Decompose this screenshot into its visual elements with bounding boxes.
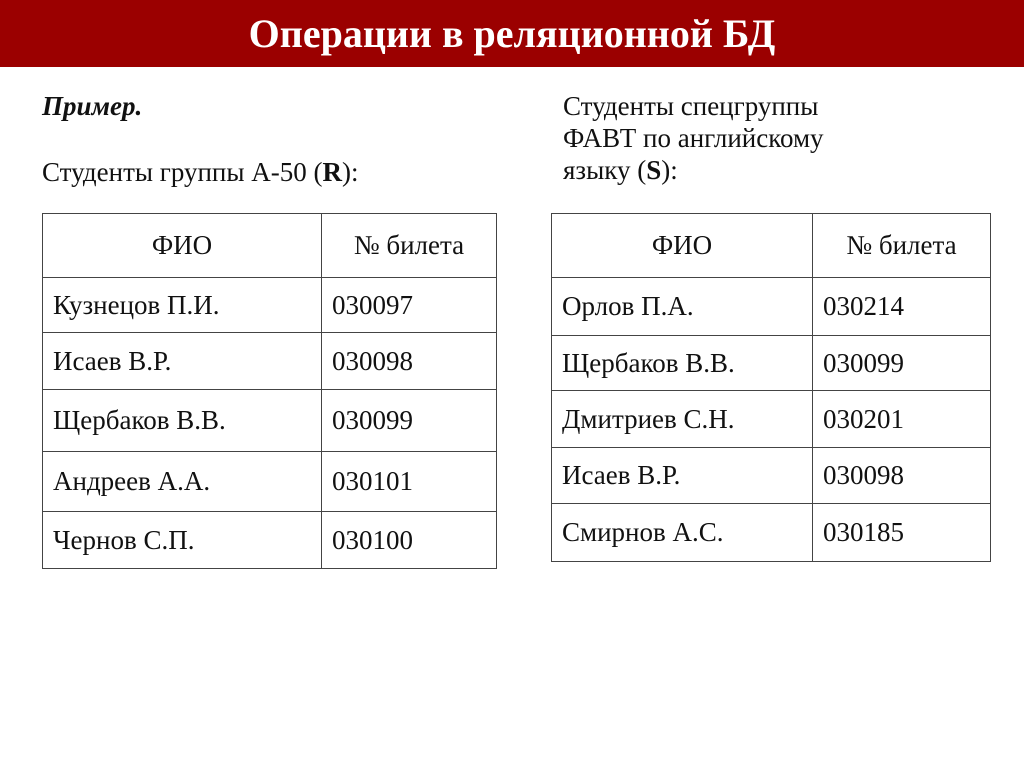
table-cell: Исаев В.Р.: [552, 448, 813, 504]
table-row: [43, 452, 497, 512]
right-caption: [563, 90, 824, 186]
table-row: [43, 278, 497, 333]
table-cell: 030100: [322, 512, 497, 569]
table-cell: Смирнов А.С.: [552, 504, 813, 562]
table-row: [552, 448, 991, 504]
table-cell: 030098: [322, 333, 497, 390]
column-header: ФИО: [43, 214, 322, 278]
caption-text: Студенты группы А-50 (: [42, 157, 323, 187]
table-cell: Кузнецов П.И.: [43, 278, 322, 333]
table-cell: 030099: [322, 390, 497, 452]
table-row: [43, 512, 497, 569]
relation-name: S: [646, 155, 662, 185]
relation-name: R: [322, 157, 342, 187]
table-cell: 030098: [813, 448, 991, 504]
table-cell: 030099: [813, 336, 991, 391]
table-r: [42, 213, 497, 569]
table-cell: 030201: [813, 391, 991, 448]
table-row: [43, 390, 497, 452]
left-caption: [42, 156, 359, 188]
slide-title: Операции в реляционной БД: [248, 11, 776, 56]
table-row: [552, 278, 991, 336]
table-cell: Исаев В.Р.: [43, 333, 322, 390]
table-row: [552, 504, 991, 562]
table-cell: Дмитриев С.Н.: [552, 391, 813, 448]
caption-line: [563, 154, 824, 186]
column-header: № билета: [813, 214, 991, 278]
example-label: Пример.: [42, 91, 143, 121]
table-row: [552, 336, 991, 391]
table-cell: 030101: [322, 452, 497, 512]
table-header-row: [552, 214, 991, 278]
caption-end: ):: [661, 155, 678, 185]
table-cell: Андреев А.А.: [43, 452, 322, 512]
table-cell: 030185: [813, 504, 991, 562]
table-cell: Щербаков В.В.: [43, 390, 322, 452]
table-cell: Щербаков В.В.: [552, 336, 813, 391]
table-cell: Чернов С.П.: [43, 512, 322, 569]
table-header-row: [43, 214, 497, 278]
caption-line: ФАВТ по английскому: [563, 123, 824, 153]
table-cell: 030214: [813, 278, 991, 336]
column-header: № билета: [322, 214, 497, 278]
caption-end: ):: [342, 157, 359, 187]
caption-line: Студенты спецгруппы: [563, 91, 819, 121]
table-s: [551, 213, 991, 562]
table-cell: 030097: [322, 278, 497, 333]
table-cell: Орлов П.А.: [552, 278, 813, 336]
caption-text: языку (: [563, 155, 647, 185]
table-row: [43, 333, 497, 390]
column-header: ФИО: [552, 214, 813, 278]
table-row: [552, 391, 991, 448]
